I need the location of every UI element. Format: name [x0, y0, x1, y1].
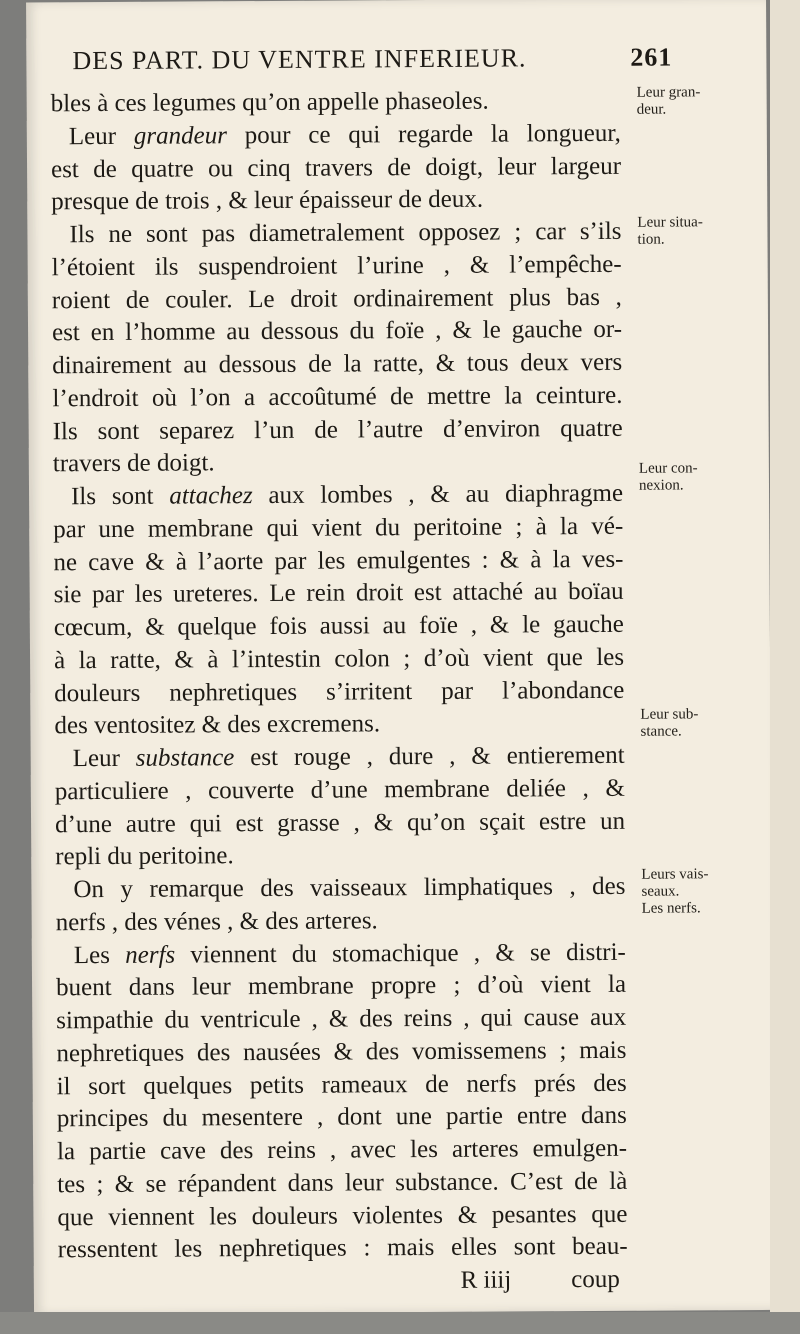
page-edge — [770, 0, 800, 1334]
line-text: nerfs , des vénes , & des arteres. — [55, 907, 378, 937]
line-text: viennent du stomachique , & se distri- — [175, 938, 626, 969]
line-text: douleurs nephretiques s’irritent par l’abondance — [54, 676, 625, 707]
text-line — [51, 216, 621, 252]
line-text: cœcum, & quelque fois aussi au foïe , & le gauche — [53, 610, 624, 642]
text-line — [53, 543, 623, 579]
line-text: simpathie du ventricule , & des reins , qui cause aux — [56, 1003, 627, 1035]
line-text: Leur — [68, 122, 134, 150]
text-line — [54, 576, 624, 612]
text-line — [57, 1133, 627, 1169]
line-text: Les — [73, 941, 126, 969]
text-line — [54, 642, 624, 678]
text-line — [55, 740, 625, 776]
line-text: l’endroit où l’on a accoûtumé de mettre la ceinture. — [52, 381, 623, 413]
emphasized-term: grandeur — [133, 121, 228, 150]
line-text: est en l’homme au dessous du foïe , & le gauche or- — [51, 316, 623, 347]
line-text: ne cave & à l’aorte par les emulgentes : & à la ves- — [53, 545, 624, 576]
text-line — [56, 936, 626, 972]
text-line — [55, 871, 625, 907]
line-text: l’étoient ils suspendroient l’urine , & l’empêche- — [51, 250, 622, 282]
text-line — [53, 478, 623, 514]
catchword: coup — [571, 1265, 620, 1294]
book-page — [26, 0, 774, 1314]
line-text: particuliere , couverte d’une membrane deliée , & — [54, 774, 625, 806]
running-title: DES PART. DU VENTRE INFERIEUR. — [72, 43, 527, 76]
margin-note-nerfs: Les nerfs. — [641, 900, 701, 917]
signature-mark: R iiij — [460, 1266, 512, 1294]
line-text: est rouge , dure , & entierement — [234, 741, 625, 772]
text-line — [56, 904, 626, 940]
margin-note-vaisseaux: Leurs vais- seaux. — [641, 866, 709, 900]
line-text: la partie cave des reins , avec les arteres emulgen- — [56, 1134, 628, 1166]
text-line — [58, 1231, 628, 1267]
margin-note-connexion: Leur con- nexion. — [638, 460, 698, 494]
text-line — [51, 118, 621, 154]
emphasized-term: nerfs — [125, 941, 176, 969]
emphasized-term: attachez — [169, 482, 253, 510]
text-line — [51, 150, 621, 186]
line-text: ressentent les nephretiques : mais elles sont beau- — [57, 1233, 628, 1264]
line-text: principes du mesentere , dont une partie entre dans — [56, 1102, 627, 1133]
line-text: Ils sont — [70, 482, 170, 511]
text-line — [52, 281, 622, 317]
line-text: presque de trois , & leur épaisseur de deux. — [51, 185, 484, 216]
line-text: des ventositez & des excremens. — [54, 710, 381, 740]
text-line — [53, 412, 623, 448]
text-line — [51, 85, 621, 121]
catchline — [58, 1264, 628, 1300]
text-line — [52, 347, 622, 383]
running-header — [72, 43, 672, 77]
text-line — [54, 609, 624, 645]
line-text: On y remarque des vaisseaux limphatiques , des — [73, 872, 626, 904]
line-text: par une membrane qui vient du peritoine ; à la vé- — [53, 512, 624, 544]
text-line — [54, 707, 624, 743]
body-text — [51, 85, 628, 1300]
text-line — [52, 249, 622, 285]
line-text: dinairement au dessous de la ratte, & tous deux vers — [52, 348, 623, 380]
line-text: repli du peritoine. — [55, 842, 234, 871]
text-line — [56, 969, 626, 1005]
line-text: pour ce qui regarde la longueur, — [226, 119, 621, 149]
text-line — [55, 838, 625, 874]
page-number: 261 — [630, 42, 673, 72]
line-text: que viennent les douleurs violentes & pesantes que — [57, 1200, 628, 1231]
text-line — [57, 1067, 627, 1103]
text-line — [56, 1035, 626, 1071]
margin-note-situation: Leur situa- tion. — [637, 214, 703, 248]
text-line — [54, 674, 624, 710]
line-text: roient de couler. Le droit ordinairement plus bas , — [51, 283, 622, 314]
margin-note-substance: Leur sub- stance. — [640, 706, 699, 740]
line-text: d’une autre qui est grasse , & qu’on sçait estre un — [54, 807, 626, 838]
line-text: travers de doigt. — [52, 449, 215, 478]
line-text: il sort quelques petits rameaux de nerfs prés des — [56, 1069, 627, 1100]
emphasized-term: substance — [135, 744, 235, 772]
text-line — [56, 1002, 626, 1038]
line-text: buent dans leur membrane propre ; d’où vient la — [55, 971, 627, 1002]
line-text: est de quatre ou cinq travers de doigt, leur largeur — [50, 152, 622, 183]
text-line — [57, 1166, 627, 1202]
text-line — [57, 1100, 627, 1136]
line-text: Ils ne sont pas diametralement opposez ; car s’ils — [69, 217, 622, 249]
text-line — [52, 380, 622, 416]
text-line — [53, 511, 623, 547]
line-text: tes ; & se répandent dans leur substance. C’est de là — [57, 1167, 628, 1199]
text-line — [51, 183, 621, 219]
line-text: Leur — [72, 744, 136, 773]
line-text: aux lombes , & au diaphragme — [252, 479, 624, 510]
text-line — [57, 1198, 627, 1234]
text-line — [53, 445, 623, 481]
text-line — [52, 314, 622, 350]
line-text: Ils sont separez l’un de l’autre d’environ quatre — [52, 414, 623, 445]
scan-background — [0, 1312, 800, 1334]
line-text: sie par les ureteres. Le rein droit est attaché au boïau — [53, 578, 624, 609]
line-text: bles à ces legumes qu’on appelle phaseoles. — [50, 87, 489, 118]
margin-note-grandeur: Leur gran- deur. — [636, 84, 701, 118]
line-text: à la ratte, & à l’intestin colon ; d’où vient que les — [53, 643, 625, 675]
line-text: nephretiques des nausées & des vomissemens ; mais — [56, 1036, 627, 1068]
text-line — [55, 805, 625, 841]
text-line — [55, 773, 625, 809]
